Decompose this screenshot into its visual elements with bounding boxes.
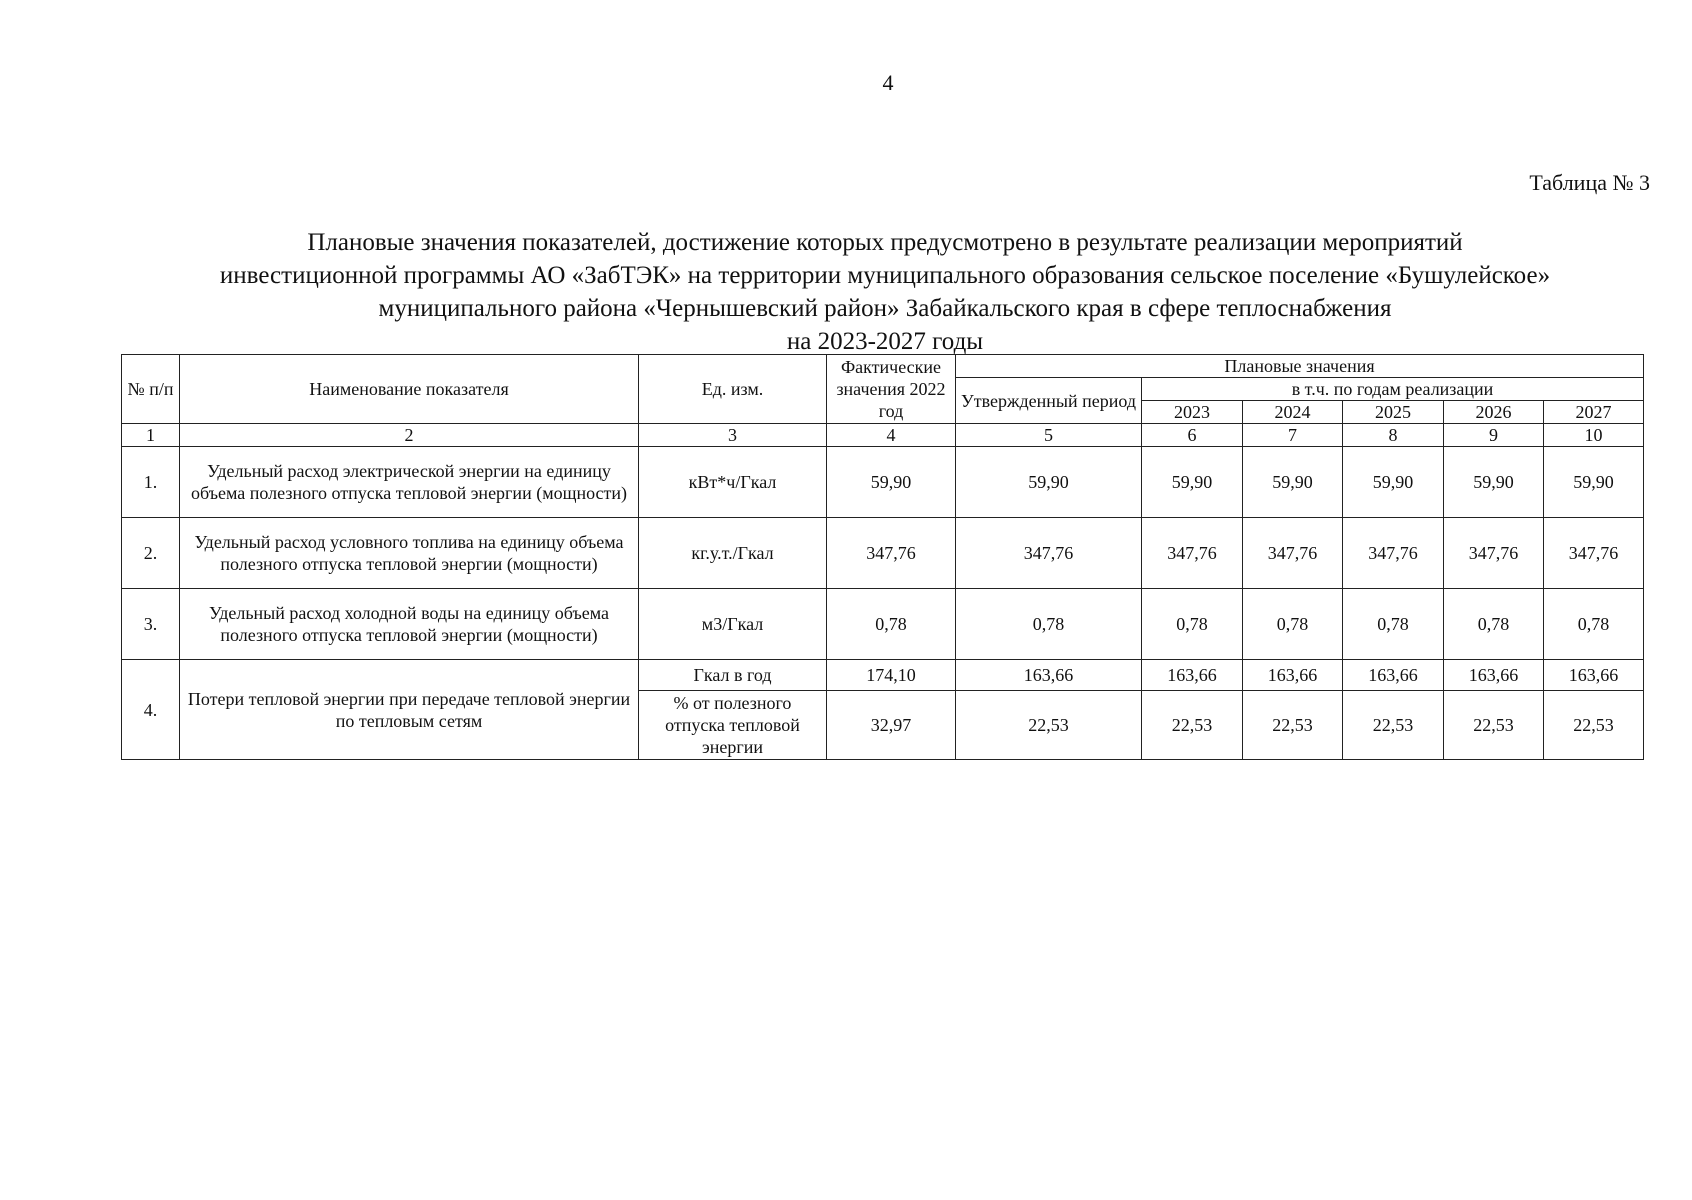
row-num: 4. <box>122 660 180 760</box>
row-approved: 163,66 <box>956 660 1142 691</box>
row-name: Удельный расход электрической энергии на единицу объема полезного отпуска тепловой энергии (мощности) <box>180 447 639 518</box>
row-year-value: 347,76 <box>1243 518 1343 589</box>
row-actual: 59,90 <box>827 447 956 518</box>
row-actual: 347,76 <box>827 518 956 589</box>
row-year-value: 22,53 <box>1544 691 1644 760</box>
row-approved: 347,76 <box>956 518 1142 589</box>
title-line: муниципального района «Чернышевский район» Забайкальского края в сфере теплоснабжения <box>378 295 1392 322</box>
row-name: Потери тепловой энергии при передаче тепловой энергии по тепловым сетям <box>180 660 639 760</box>
row-year-value: 163,66 <box>1142 660 1243 691</box>
column-number: 4 <box>827 424 956 447</box>
row-name: Удельный расход условного топлива на единицу объема полезного отпуска тепловой энергии (мощности) <box>180 518 639 589</box>
header-year: 2027 <box>1544 401 1644 424</box>
row-year-value: 59,90 <box>1444 447 1544 518</box>
table-row <box>122 518 1644 589</box>
row-year-value: 347,76 <box>1142 518 1243 589</box>
header-year: 2026 <box>1444 401 1544 424</box>
header-year: 2023 <box>1142 401 1243 424</box>
title-line: Плановые значения показателей, достижение которых предусмотрено в результате реализации мероприятий <box>307 229 1463 256</box>
row-year-value: 59,90 <box>1243 447 1343 518</box>
row-unit: % от полезного отпуска тепловой энергии <box>639 691 827 760</box>
row-name: Удельный расход холодной воды на единицу объема полезного отпуска тепловой энергии (мощности) <box>180 589 639 660</box>
column-number-row <box>122 424 1644 447</box>
column-number: 5 <box>956 424 1142 447</box>
row-year-value: 22,53 <box>1343 691 1444 760</box>
column-number: 7 <box>1243 424 1343 447</box>
row-approved: 59,90 <box>956 447 1142 518</box>
row-approved: 0,78 <box>956 589 1142 660</box>
indicators-table <box>121 354 1644 760</box>
row-year-value: 0,78 <box>1343 589 1444 660</box>
table-row <box>122 589 1644 660</box>
row-year-value: 0,78 <box>1243 589 1343 660</box>
column-number: 3 <box>639 424 827 447</box>
row-unit: Гкал в год <box>639 660 827 691</box>
row-year-value: 22,53 <box>1444 691 1544 760</box>
column-number: 1 <box>122 424 180 447</box>
row-num: 2. <box>122 518 180 589</box>
row-year-value: 59,90 <box>1343 447 1444 518</box>
row-unit: кВт*ч/Гкал <box>639 447 827 518</box>
column-number: 6 <box>1142 424 1243 447</box>
header-year: 2024 <box>1243 401 1343 424</box>
row-actual: 0,78 <box>827 589 956 660</box>
header-approved: Утвержденный период <box>956 378 1142 424</box>
header-unit: Ед. изм. <box>639 355 827 424</box>
title-line: инвестиционной программы АО «ЗабТЭК» на территории муниципального образования сельское поселение «Бушулейское» <box>219 262 1551 289</box>
header-planned: Плановые значения <box>956 355 1644 378</box>
row-year-value: 59,90 <box>1142 447 1243 518</box>
row-year-value: 347,76 <box>1343 518 1444 589</box>
row-year-value: 0,78 <box>1142 589 1243 660</box>
header-year: 2025 <box>1343 401 1444 424</box>
table-caption: Таблица № 3 <box>1529 170 1650 195</box>
page-number: 4 <box>882 70 894 95</box>
document-title <box>120 226 1650 358</box>
row-year-value: 0,78 <box>1444 589 1544 660</box>
row-year-value: 163,66 <box>1243 660 1343 691</box>
table-row <box>122 447 1644 518</box>
row-year-value: 0,78 <box>1544 589 1644 660</box>
row-actual: 174,10 <box>827 660 956 691</box>
row-year-value: 163,66 <box>1444 660 1544 691</box>
column-number: 10 <box>1544 424 1644 447</box>
row-year-value: 22,53 <box>1243 691 1343 760</box>
column-number: 2 <box>180 424 639 447</box>
row-num: 3. <box>122 589 180 660</box>
table-row <box>122 660 1644 691</box>
row-year-value: 163,66 <box>1343 660 1444 691</box>
row-year-value: 163,66 <box>1544 660 1644 691</box>
row-year-value: 59,90 <box>1544 447 1644 518</box>
header-actual: Фактические значения 2022 год <box>827 355 956 424</box>
row-unit: м3/Гкал <box>639 589 827 660</box>
column-number: 9 <box>1444 424 1544 447</box>
row-year-value: 347,76 <box>1444 518 1544 589</box>
row-actual: 32,97 <box>827 691 956 760</box>
row-num: 1. <box>122 447 180 518</box>
column-number: 8 <box>1343 424 1444 447</box>
row-approved: 22,53 <box>956 691 1142 760</box>
title-line: на 2023-2027 годы <box>786 328 984 355</box>
header-name: Наименование показателя <box>180 355 639 424</box>
row-year-value: 347,76 <box>1544 518 1644 589</box>
header-by-years: в т.ч. по годам реализации <box>1142 378 1644 401</box>
row-unit: кг.у.т./Гкал <box>639 518 827 589</box>
row-year-value: 22,53 <box>1142 691 1243 760</box>
header-num: № п/п <box>122 355 180 424</box>
